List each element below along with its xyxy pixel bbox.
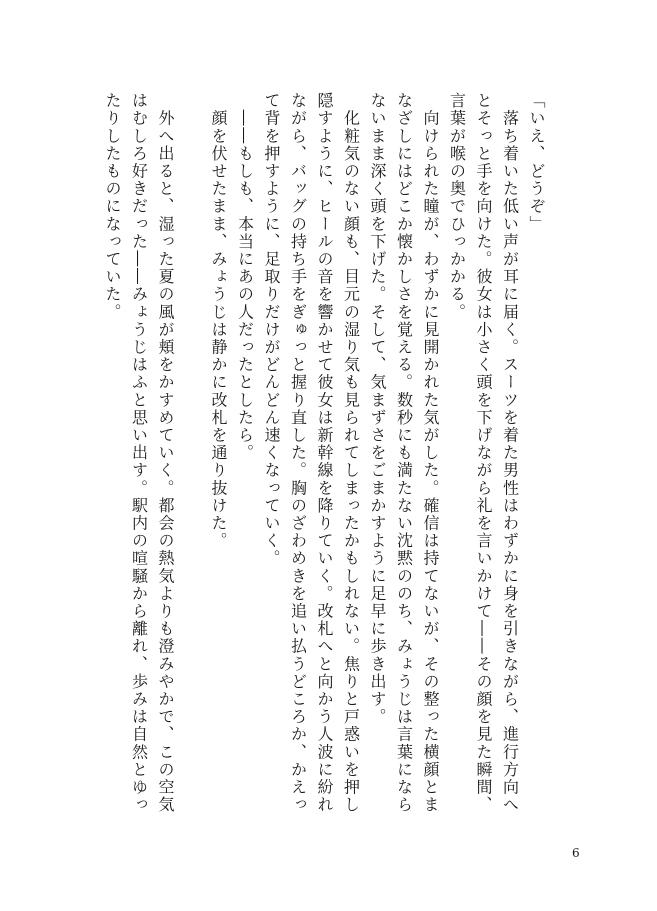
text-line: 「いえ、どうぞ」 — [527, 92, 546, 233]
text-line: 言葉が喉の奥でひっかかる。 — [447, 92, 467, 321]
text-line: たりしたものになっていた。 — [103, 92, 122, 321]
text-line: 隠すように、ヒールの音を響かせて彼女は新幹線を降りていく。改札へと向かう人波に紛れ — [315, 92, 334, 814]
text-line: はむしろ好きだった――みょうじはふと思い出す。駅内の喧騒から離れ、歩みは自然とゆっ — [129, 92, 149, 814]
text-line: 外へ出ると、湿った夏の風が頬をかすめていく。都会の熱気よりも澄みやかで、この空気 — [156, 92, 175, 814]
vertical-text-body — [99, 92, 550, 812]
text-line: 顔を伏せたまま、みょうじは静かに改札を通り抜けた。 — [209, 92, 228, 550]
blank-line — [178, 92, 205, 812]
text-line: ながら、バッグの持ち手をぎゅっと握り直した。胸のざわめきを追い払うどころか、かえっ — [288, 92, 308, 814]
text-line: ――もしも、本当にあの人だったとしたら。 — [235, 92, 255, 462]
text-line: 向けられた瞳が、わずかに見開かれた気がした。確信は持てないが、その整った横顔とま — [421, 92, 440, 814]
text-line: なざしにはどこか懐かしさを覚える。数秒にも満たない沈黙ののち、みょうじは言葉になら — [394, 92, 414, 814]
page-number: 6 — [572, 846, 580, 860]
text-line: とそっと手を向けた。彼女は小さく頭を下げながら礼を言いかけて――その顔を見た瞬間、 — [474, 92, 493, 814]
text-line: ないまま深く頭を下げた。そして、気まずさをごまかすように足早に歩き出す。 — [368, 92, 387, 726]
text-line: 化粧気のない顔も、目元の湿り気も見られてしまったかもしれない。焦りと戸惑いを押し — [341, 92, 361, 814]
text-line: 落ち着いた低い声が耳に届く。スーツを着た男性はわずかに身を引きながら、進行方向へ — [500, 92, 520, 814]
text-line: て背を押すように、足取りだけがどんどん速くなっていく。 — [262, 92, 281, 568]
